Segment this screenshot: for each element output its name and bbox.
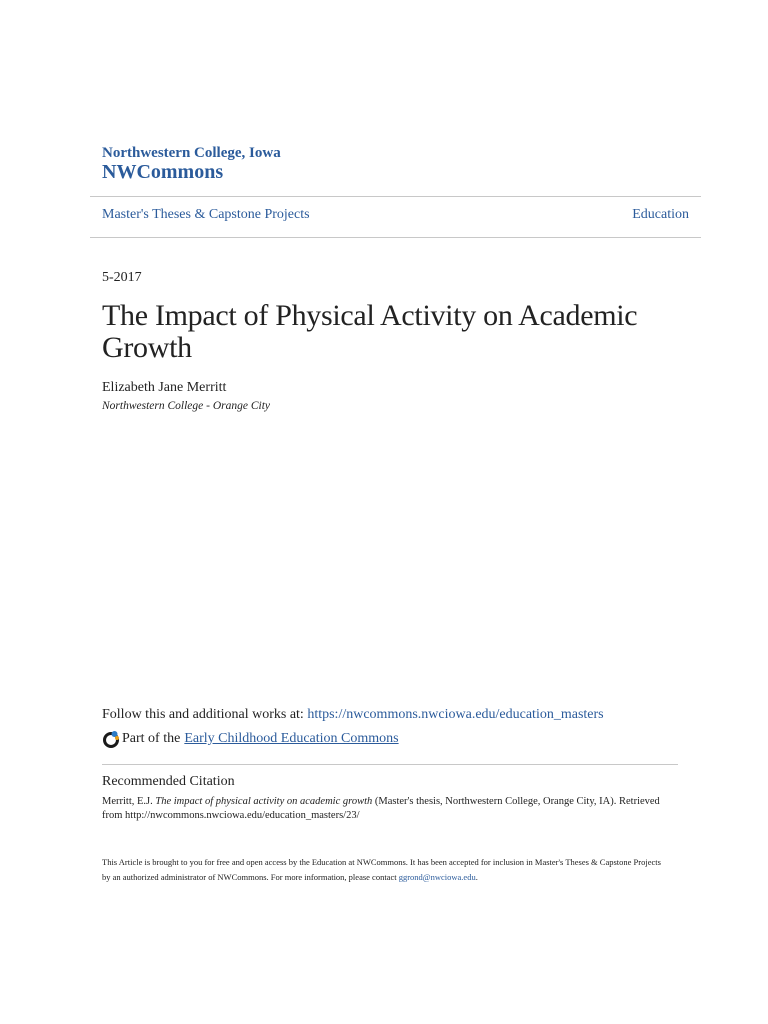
- access-notice: [102, 855, 662, 885]
- citation-rest: (Master's thesis, Northwestern College, Orange City, IA). Retrieved from http://nwcommons.nwciowa.edu/education_masters/23/: [102, 796, 660, 821]
- follow-line: [102, 707, 604, 723]
- author-name: Elizabeth Jane Merritt: [102, 380, 227, 395]
- citation-prefix: Merritt, E.J.: [102, 796, 153, 807]
- header-divider-top: [90, 196, 701, 197]
- citation-heading: Recommended Citation: [102, 774, 235, 789]
- department-link[interactable]: Education: [632, 207, 689, 222]
- series-link[interactable]: Master's Theses & Capstone Projects: [102, 207, 310, 222]
- header-divider-bottom: [90, 237, 701, 238]
- citation-text: [102, 795, 682, 823]
- follow-prefix: Follow this and additional works at:: [102, 707, 304, 722]
- part-of-prefix: Part of the: [122, 731, 181, 746]
- part-of-line: [102, 730, 399, 748]
- institution-name: Northwestern College, Iowa: [102, 145, 281, 161]
- repository-name[interactable]: NWCommons: [102, 161, 224, 183]
- follow-url-link[interactable]: https://nwcommons.nwciowa.edu/education_masters: [307, 707, 604, 722]
- contact-email-link[interactable]: ggrond@nwciowa.edu: [398, 872, 476, 882]
- notice-text: This Article is brought to you for free and open access by the Education at NWCommons. It has been accepted for inclusion in Master's Theses & Capstone Projects by an authorized administrator of NWCommons. For more information, please contact: [102, 857, 661, 882]
- network-commons-icon: [102, 730, 120, 748]
- commons-link[interactable]: Early Childhood Education Commons: [184, 731, 399, 746]
- publication-date: 5-2017: [102, 270, 142, 285]
- citation-divider: [102, 764, 678, 765]
- author-affiliation: Northwestern College - Orange City: [102, 400, 271, 412]
- notice-end: .: [475, 872, 478, 882]
- citation-title: The impact of physical activity on academic growth: [155, 796, 373, 807]
- article-title: The Impact of Physical Activity on Academic Growth: [102, 299, 638, 364]
